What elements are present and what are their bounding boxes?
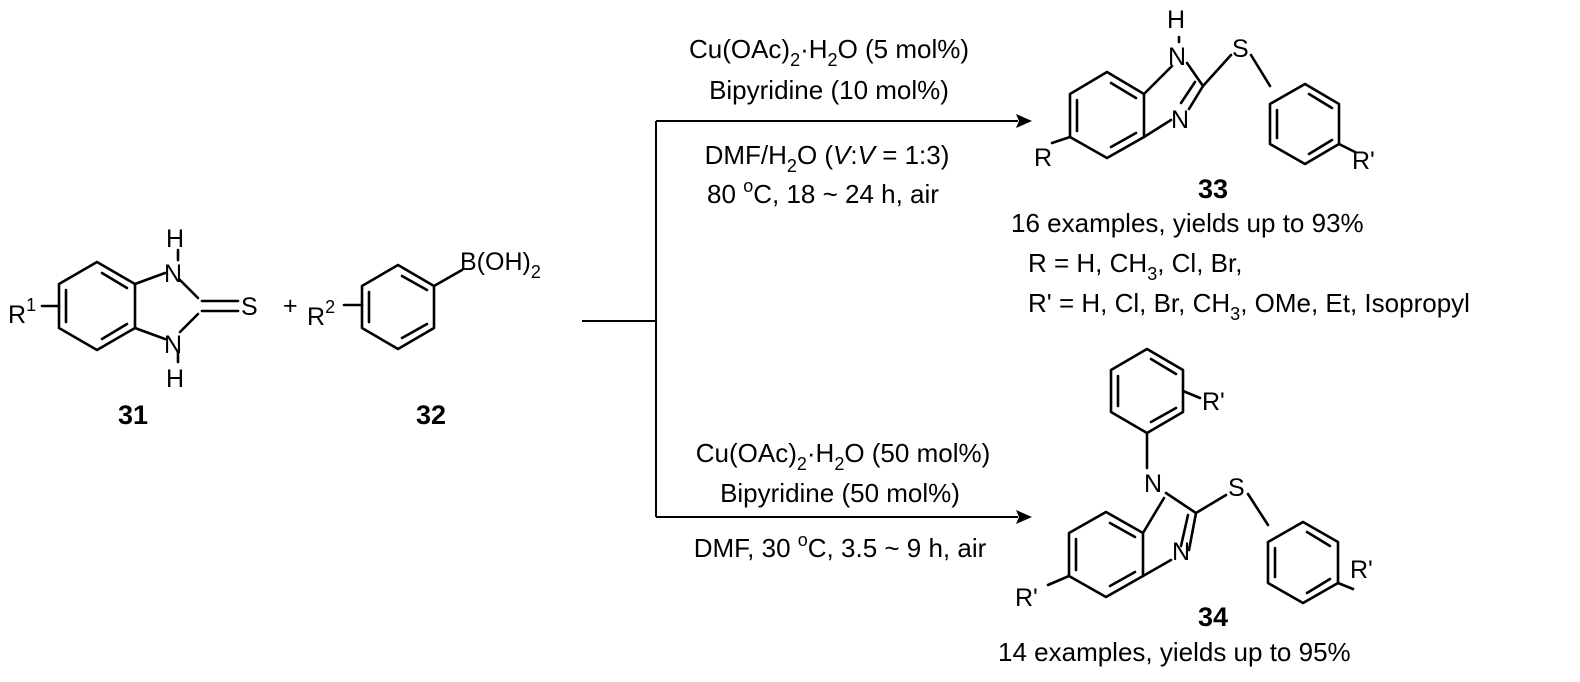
compound-33: [1034, 6, 1375, 204]
compound-31-nitrogen-top: N: [164, 260, 183, 288]
compound-31-nh-hydrogen-bottom: H: [166, 365, 185, 393]
compound-33-sulfur: S: [1232, 35, 1249, 63]
compound-32-bonds: [344, 265, 462, 349]
compound-31-nitrogen-bottom: N: [164, 331, 183, 359]
compound-34-bonds: [1048, 349, 1353, 603]
compound-32-boronic-acid: $B(OH)_2$: [460, 248, 541, 282]
compound-34-r-prime-top: R': [1202, 388, 1225, 416]
compound-34-sulfur: S: [1228, 474, 1245, 502]
compound-33-nitrogen-top: N: [1168, 43, 1187, 71]
compound-31-bonds: [59, 250, 238, 362]
bottom-condition-catalyst: $Cu(OAc)_2\cdot H_2O$ (50 mol%): [695, 438, 991, 474]
compound-34-nitrogen-top: N: [1144, 470, 1163, 498]
compound-34-nitrogen-bottom: N: [1172, 538, 1191, 566]
bottom-examples-yield: 14 examples, yields up to 95%: [998, 637, 1351, 667]
top-condition-temperature: 80 $^o$C, 18 ~ 24 h, air: [707, 176, 939, 209]
compound-33-nitrogen-bottom: N: [1171, 106, 1190, 134]
compound-33-bonds: [1052, 37, 1355, 164]
compound-33-substituent-r: R: [1034, 144, 1053, 172]
compound-31-nh-hydrogen-top: H: [166, 225, 185, 253]
compound-31-label: 31: [117, 400, 149, 430]
compound-33-nh-hydrogen: H: [1167, 6, 1186, 34]
compound-34: [1015, 349, 1373, 632]
bottom-conditions: [694, 438, 991, 563]
compound-34-label: 34: [1197, 602, 1229, 632]
compound-31-substituent: $R^1$: [8, 295, 37, 329]
top-r-substituents: R = H, $CH_3$, Cl, Br,: [1028, 248, 1243, 284]
compound-32-label: 32: [415, 400, 447, 430]
compound-33-substituent-r-prime: R': [1352, 147, 1375, 175]
top-examples-yield: 16 examples, yields up to 93%: [1011, 208, 1364, 238]
compound-34-r-prime-right: R': [1350, 556, 1373, 584]
bottom-condition-solvent: DMF, 30 $^o$C, 3.5 ~ 9 h, air: [693, 530, 987, 563]
compound-32: [307, 248, 541, 430]
compound-31: [8, 225, 258, 430]
top-condition-catalyst: $Cu(OAc)_2\cdot H_2O$ (5 mol%): [688, 34, 970, 70]
bottom-condition-ligand: Bipyridine (50 mol%): [720, 478, 960, 508]
plus-sign: +: [283, 292, 298, 320]
compound-31-sulfur: S: [241, 293, 258, 321]
compound-33-label: 33: [1197, 174, 1229, 204]
compound-34-r-prime-left: R': [1015, 584, 1038, 612]
top-condition-ligand: Bipyridine (10 mol%): [709, 75, 949, 105]
top-product-info: [1011, 208, 1470, 324]
compound-32-substituent: $R^2$: [307, 297, 336, 331]
top-r-prime-substituents: R' = H, Cl, Br, $CH_3$, OMe, Et, Isopropyl: [1028, 288, 1470, 324]
top-condition-solvent: DMF/$H_2O$ (V:V = 1:3): [704, 140, 950, 176]
